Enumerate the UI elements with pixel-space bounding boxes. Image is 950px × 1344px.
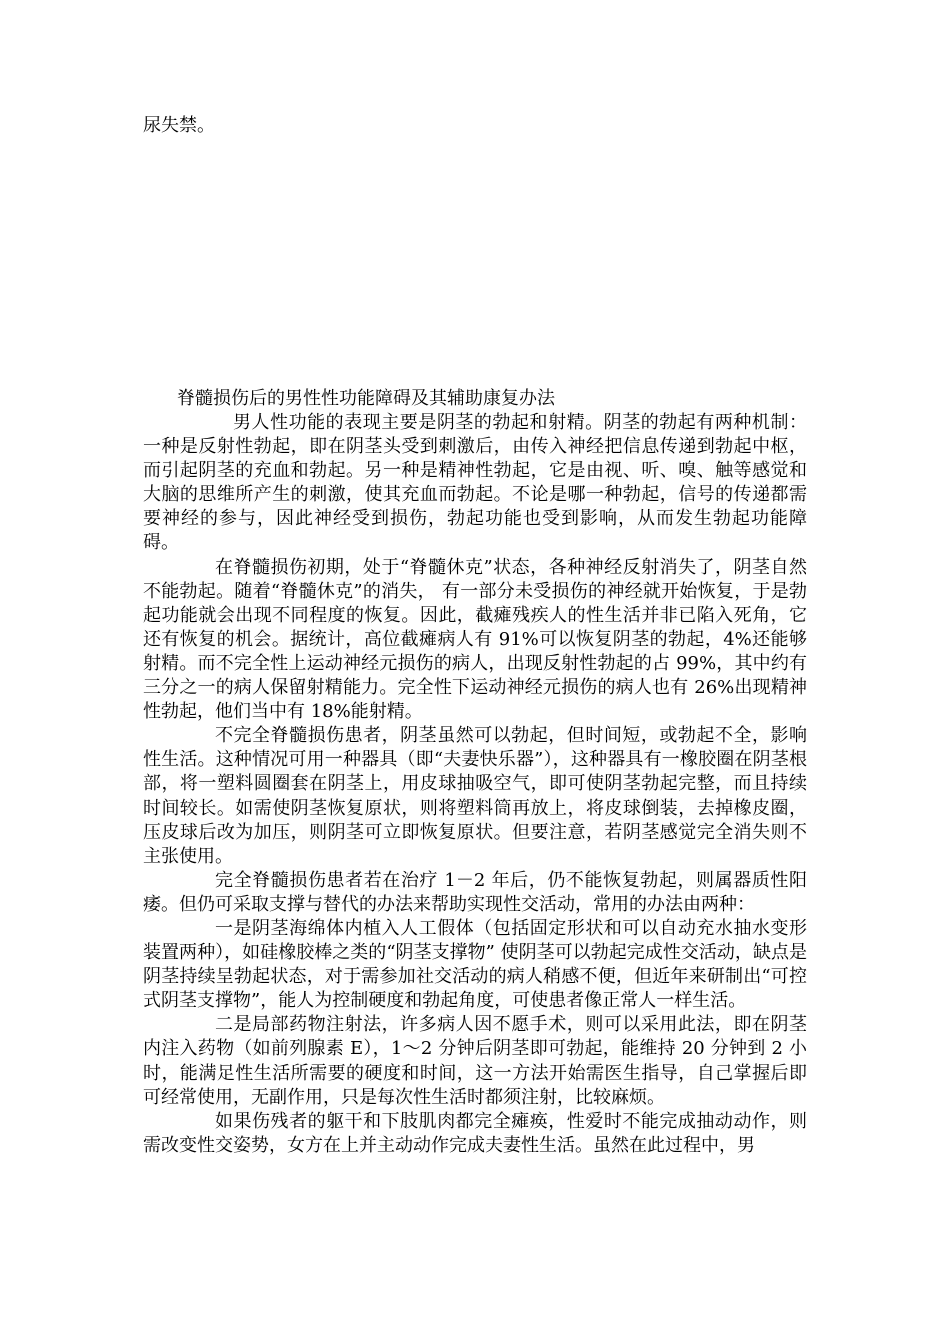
article-title: 脊髓损伤后的男性性功能障碍及其辅助康复办法 xyxy=(177,388,555,409)
paragraph-method-injection: 二是局部药物注射法，许多病人因不愿手术，则可以采用此法，即在阴茎内注入药物（如前列腺素 E），1～2 分钟后阴茎即可勃起，能维持 20 分钟到 2 小时，能满足性生活所需要的硬度和时间，这一方法开始需医生指导，自己掌握后即可经常使用，无副作用，只是每次性生活时都须注射，比较麻烦。 xyxy=(143,1014,807,1108)
previous-section-fragment: 尿失禁。 xyxy=(143,115,215,136)
paragraph-spinal-shock: 在脊髓损伤初期，处于“脊髓休克”状态，各种神经反射消失了，阴茎自然不能勃起。随着“脊髓休克”的消失， 有一部分未受损伤的神经就开始恢复，于是勃起功能就会出现不同程度的恢复。因此，截瘫残疾人的性生活并非已陷入死角，它还有恢复的机会。据统计，高位截瘫病人有 91%可以恢复阴茎的勃起，4%还能够射精。而不完全性上运动神经元损伤的病人，出现反射性勃起的占 99%，其中约有三分之一的病人保留射精能力。完全性下运动神经元损伤的病人也有 26%出现精神性勃起，他们当中有 18%能射精。 xyxy=(143,556,807,723)
article-body xyxy=(143,411,807,1158)
paragraph-complete-injury: 完全脊髓损伤患者若在治疗 1－2 年后，仍不能恢复勃起，则属器质性阳痿。但仍可采取支撑与替代的办法来帮助实现性交活动，常用的办法由两种： xyxy=(143,869,807,915)
paragraph-method-implant: 一是阴茎海绵体内植入人工假体（包括固定形状和可以自动充水抽水变形装置两种），如硅橡胶棒之类的“阴茎支撑物” 使阴茎可以勃起完成性交活动，缺点是阴茎持续呈勃起状态，对于需参加社交活动的病人稍感不便，但近年来研制出“可控式阴茎支撑物”，能人为控制硬度和勃起角度，可使患者像正常人一样生活。 xyxy=(143,917,807,1012)
paragraph-function-overview: 男人性功能的表现主要是阴茎的勃起和射精。阴茎的勃起有两种机制：一种是反射性勃起，即在阴茎头受到刺激后，由传入神经把信息传递到勃起中枢，而引起阴茎的充血和勃起。另一种是精神性勃起，它是由视、听、嗅、触等感觉和大脑的思维所产生的刺激，使其充血而勃起。不论是哪一种勃起，信号的传递都需要神经的参与，因此神经受到损伤，勃起功能也受到影响，从而发生勃起功能障碍。 xyxy=(143,412,807,554)
paragraph-incomplete-injury-device: 不完全脊髓损伤患者，阴茎虽然可以勃起，但时间短，或勃起不全，影响性生活。这种情况可用一种器具（即“夫妻快乐器”），这种器具有一橡胶圈在阴茎根部，将一塑料圆圈套在阴茎上，用皮球抽吸空气，即可使阴茎勃起完整，而且持续时间较长。如需使阴茎恢复原状，则将塑料筒再放上，将皮球倒装，去掉橡皮圈，压皮球后改为加压，则阴茎可立即恢复原状。但要注意，若阴茎感觉完全消失则不主张使用。 xyxy=(143,725,807,867)
paragraph-posture: 如果伤残者的躯干和下肢肌肉都完全瘫痪，性爱时不能完成抽动动作，则需改变性交姿势，女方在上并主动动作完成夫妻性生活。虽然在此过程中，男 xyxy=(143,1110,807,1156)
